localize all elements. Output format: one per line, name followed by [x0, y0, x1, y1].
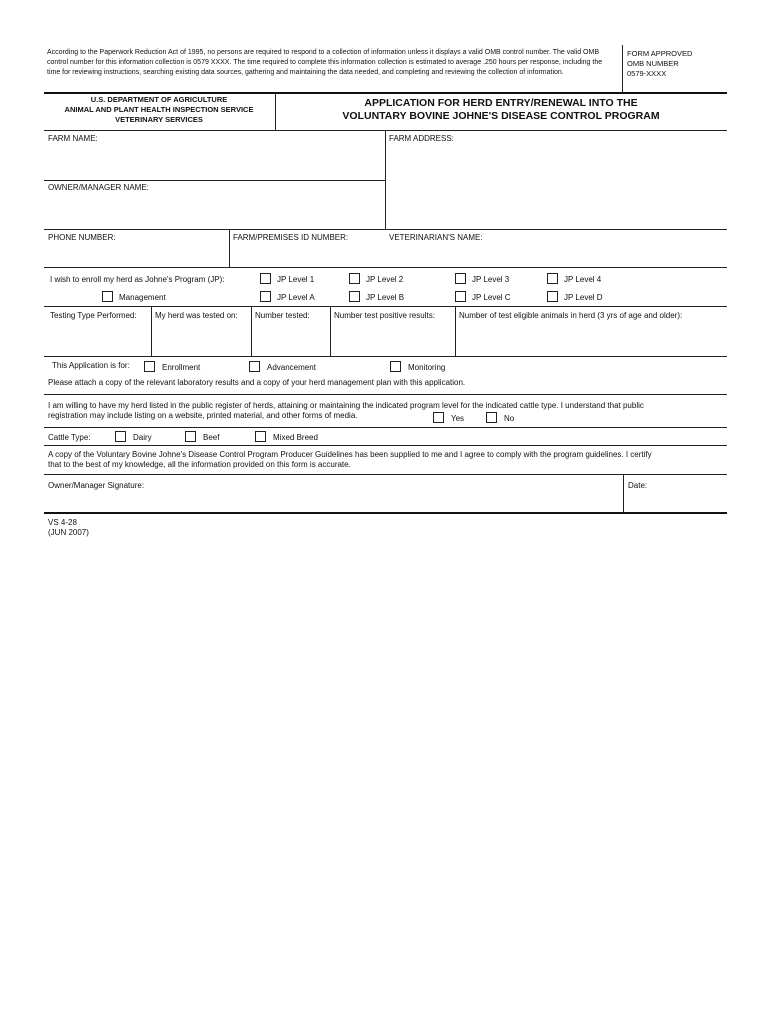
jp-level-b-label: JP Level B	[366, 293, 405, 302]
phone-top-border	[44, 229, 727, 230]
veterinarian-name-field[interactable]	[386, 243, 726, 267]
number-eligible-field[interactable]	[456, 322, 726, 356]
enroll-top-border	[44, 267, 727, 268]
jp-level-1-checkbox[interactable]	[260, 273, 271, 284]
jp-level-c-checkbox[interactable]	[455, 291, 466, 302]
number-positive-field[interactable]	[331, 322, 454, 356]
farm-name-label: FARM NAME:	[48, 134, 98, 143]
number-tested-label: Number tested:	[255, 311, 310, 320]
phone-number-field[interactable]	[44, 243, 228, 267]
form-top-border	[44, 92, 727, 94]
jp-level-a-label: JP Level A	[277, 293, 315, 302]
form-title	[276, 97, 726, 123]
register-no-checkbox[interactable]	[486, 412, 497, 423]
premises-id-label: FARM/PREMISES ID NUMBER:	[233, 233, 349, 242]
register-yes-label: Yes	[451, 414, 465, 423]
agency-line-3: VETERINARY SERVICES	[115, 115, 203, 124]
jp-level-2-label: JP Level 2	[366, 275, 404, 284]
premises-id-field[interactable]	[230, 243, 384, 267]
testing-top-border	[44, 306, 727, 307]
dairy-checkbox[interactable]	[115, 431, 126, 442]
omb-number-value: 0579-XXXX	[627, 69, 667, 78]
jp-level-c-label: JP Level C	[472, 293, 511, 302]
jp-level-3-checkbox[interactable]	[455, 273, 466, 284]
jp-level-d-checkbox[interactable]	[547, 291, 558, 302]
agency-block	[44, 95, 274, 125]
advancement-label: Advancement	[267, 363, 316, 372]
signature-top-border	[44, 474, 727, 475]
jp-level-2-checkbox[interactable]	[349, 273, 360, 284]
mixed-breed-label: Mixed Breed	[273, 433, 318, 442]
public-register-line-2: registration may include listing on a website, printed material, and other forms of media.	[48, 411, 358, 420]
signature-field[interactable]	[44, 492, 622, 512]
enroll-prompt: I wish to enroll my herd as Johne's Program (JP):	[50, 275, 225, 284]
jp-level-4-checkbox[interactable]	[547, 273, 558, 284]
attach-note: Please attach a copy of the relevant laboratory results and a copy of your herd management plan with this application.	[48, 378, 466, 387]
form-bottom-border	[44, 512, 727, 514]
management-checkbox[interactable]	[102, 291, 113, 302]
enrollment-label: Enrollment	[162, 363, 201, 372]
cattle-top-border	[44, 427, 727, 428]
beef-label: Beef	[203, 433, 220, 442]
owner-manager-name-field[interactable]	[44, 193, 384, 228]
paperwork-reduction-notice: According to the Paperwork Reduction Act of 1995, no persons are required to respond to a collection of information unless it displays a valid OMB control number. The valid OMB control number for this information collection is 0579 XXXX. The time required to complete this information collection is estimated to average .250 hours per response, including the time for reviewing instructions, searching existing data sources, gathering and maintaining the data needed, and completing and reviewing the collection of information.	[47, 49, 603, 76]
enrollment-checkbox[interactable]	[144, 361, 155, 372]
form-title-line-1: APPLICATION FOR HERD ENTRY/RENEWAL INTO THE	[364, 97, 638, 109]
tested-on-label: My herd was tested on:	[155, 311, 238, 320]
header-divider	[622, 45, 623, 93]
testing-type-label: Testing Type Performed:	[50, 311, 137, 320]
date-field[interactable]	[624, 492, 726, 512]
testing-type-field[interactable]	[44, 322, 150, 356]
agency-line-2: ANIMAL AND PLANT HEALTH INSPECTION SERVICE	[64, 105, 254, 114]
register-top-border	[44, 394, 727, 395]
owner-top-border	[44, 180, 385, 181]
farm-address-label: FARM ADDRESS:	[389, 134, 454, 143]
jp-level-a-checkbox[interactable]	[260, 291, 271, 302]
date-label: Date:	[628, 481, 648, 490]
signature-label: Owner/Manager Signature:	[48, 481, 145, 490]
jp-level-b-checkbox[interactable]	[349, 291, 360, 302]
guidelines-top-border	[44, 445, 727, 446]
monitoring-checkbox[interactable]	[390, 361, 401, 372]
farm-name-field[interactable]	[44, 143, 384, 180]
cattle-type-label: Cattle Type:	[48, 433, 91, 442]
form-date: (JUN 2007)	[48, 528, 89, 537]
number-positive-label: Number test positive results:	[334, 311, 435, 320]
beef-checkbox[interactable]	[185, 431, 196, 442]
owner-manager-name-label: OWNER/MANAGER NAME:	[48, 183, 149, 192]
jp-level-3-label: JP Level 3	[472, 275, 510, 284]
omb-number-label: OMB NUMBER	[627, 59, 679, 68]
number-eligible-label: Number of test eligible animals in herd (3 yrs of age and older):	[459, 311, 683, 320]
number-tested-field[interactable]	[252, 322, 329, 356]
form-title-line-2: VOLUNTARY BOVINE JOHNE'S DISEASE CONTROL PROGRAM	[342, 110, 660, 122]
tested-on-field[interactable]	[152, 322, 250, 356]
management-label: Management	[119, 293, 166, 302]
application-for-label: This Application is for:	[52, 361, 130, 370]
guidelines-line-1: A copy of the Voluntary Bovine Johne's Disease Control Program Producer Guidelines has been supplied to me and I agree to comply with the program guidelines. I certify	[48, 450, 652, 459]
jp-level-1-label: JP Level 1	[277, 275, 315, 284]
mixed-breed-checkbox[interactable]	[255, 431, 266, 442]
jp-level-d-label: JP Level D	[564, 293, 603, 302]
farm-address-field[interactable]	[386, 143, 726, 228]
testing-bottom-border	[44, 356, 727, 357]
register-no-label: No	[504, 414, 515, 423]
jp-level-4-label: JP Level 4	[564, 275, 602, 284]
form-number: VS 4-28	[48, 518, 77, 527]
form-approved-label: FORM APPROVED	[627, 49, 693, 58]
dairy-label: Dairy	[133, 433, 152, 442]
advancement-checkbox[interactable]	[249, 361, 260, 372]
phone-number-label: PHONE NUMBER:	[48, 233, 116, 242]
veterinarian-name-label: VETERINARIAN'S NAME:	[389, 233, 483, 242]
guidelines-line-2: that to the best of my knowledge, all the information provided on this form is accurate.	[48, 460, 351, 469]
agency-line-1: U.S. DEPARTMENT OF AGRICULTURE	[90, 95, 228, 104]
register-yes-checkbox[interactable]	[433, 412, 444, 423]
public-register-line-1: I am willing to have my herd listed in the public register of herds, attaining or maintaining the indicated program level for the indicated cattle type. I understand that public	[48, 401, 644, 410]
monitoring-label: Monitoring	[408, 363, 446, 372]
